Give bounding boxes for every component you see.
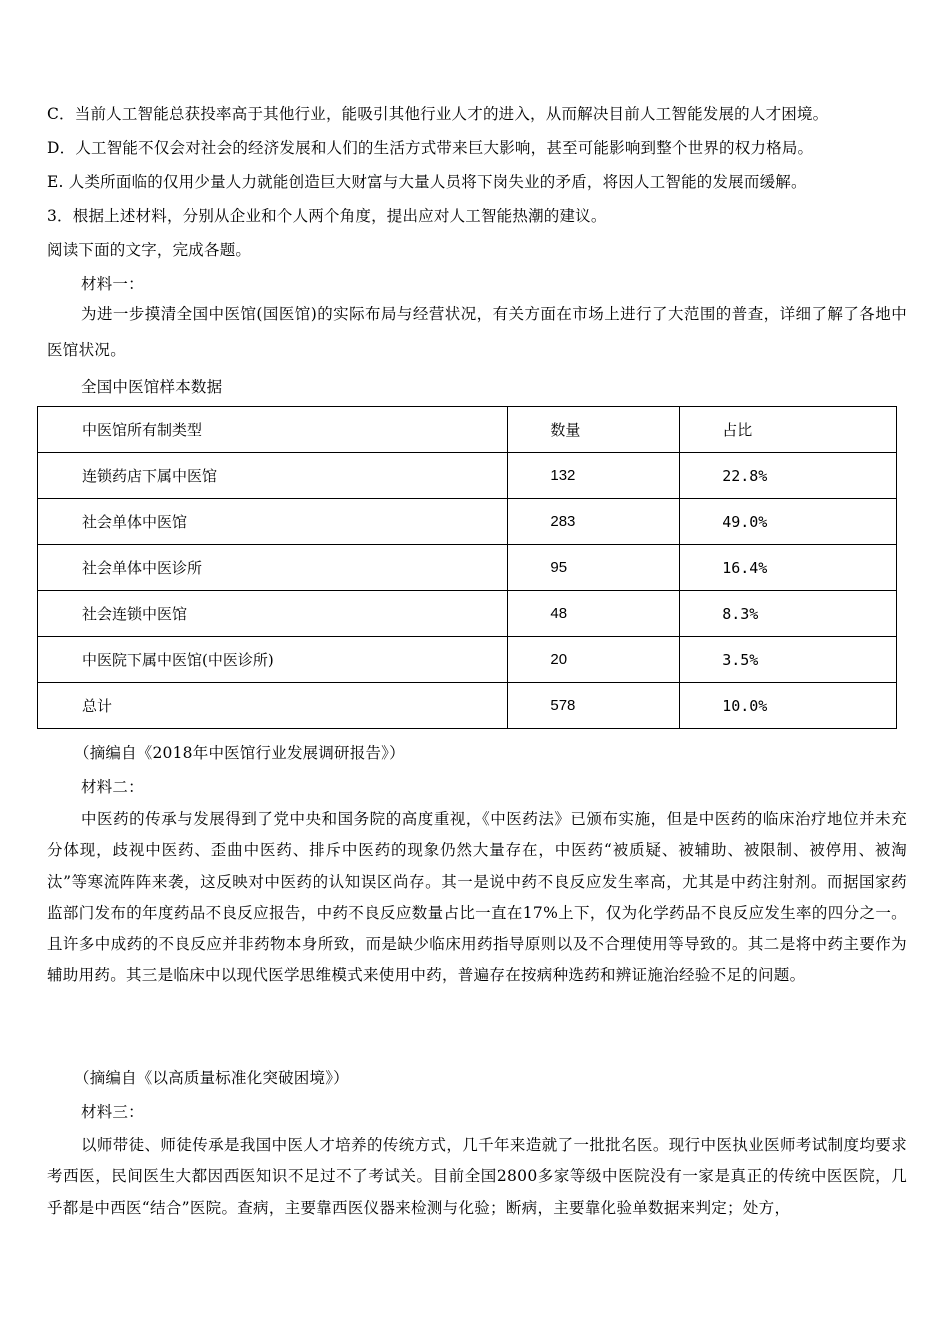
material-1-heading: 材料一： [81,275,144,293]
table-cell: 8.3% [680,591,897,637]
table-cell: 总计 [38,683,508,729]
table-cell: 连锁药店下属中医馆 [38,453,508,499]
table-cell: 3.5% [680,637,897,683]
material-1-text: 为进一步摸清全国中医馆(国医馆)的实际布局与经营状况，有关方面在市场上进行了大范围的普查，详细了解了各地中医馆状况。 [47,305,907,359]
table-cell: 中医院下属中医馆(中医诊所) [38,637,508,683]
table-cell: 社会单体中医馆 [38,499,508,545]
table-header-cell: 中医馆所有制类型 [38,407,508,453]
option-c: C．当前人工智能总获投率高于其他行业，能吸引其他行业人才的进入，从而解决目前人工智能发展的人才困境。 [47,105,829,123]
table-header-cell: 数量 [508,407,680,453]
table-cell: 10.0% [680,683,897,729]
table-row [38,591,897,637]
table-row [38,637,897,683]
table-row [38,499,897,545]
table-header-row [38,407,897,453]
table-header-cell: 占比 [680,407,897,453]
material-3-heading: 材料三： [81,1103,144,1121]
table-title: 全国中医馆样本数据 [81,378,223,396]
material-3-text: 以师带徒、师徒传承是我国中医人才培养的传统方式，几千年来造就了一批批名医。现行中医执业医师考试制度均要求考西医，民间医生大都因西医知识不足过不了考试关。目前全国2800多家等级中医院没有一家是真正的传统中医医院，几乎都是中西医“结合”医院。查病，主要靠西医仪器来检测与化验；断病，主要靠化验单数据来判定；处方， [47,1136,907,1217]
table-cell: 16.4% [680,545,897,591]
data-table [37,406,897,729]
table-cell: 578 [508,683,680,729]
table-cell: 20 [508,637,680,683]
table-row [38,683,897,729]
table-cell: 22.8% [680,453,897,499]
table-cell: 社会连锁中医馆 [38,591,508,637]
option-d: D．人工智能不仅会对社会的经济发展和人们的生活方式带来巨大影响，甚至可能影响到整个世界的权力格局。 [47,139,814,157]
table-cell: 社会单体中医诊所 [38,545,508,591]
table-cell: 48 [508,591,680,637]
reading-instruction: 阅读下面的文字，完成各题。 [47,241,252,259]
material-1-source: （摘编自《2018年中医馆行业发展调研报告》） [74,744,405,762]
material-2-source: （摘编自《以高质量标准化突破困境》） [74,1069,349,1087]
table-cell: 95 [508,545,680,591]
material-2-heading: 材料二： [81,778,144,796]
question-3: 3．根据上述材料，分别从企业和个人两个角度，提出应对人工智能热潮的建议。 [47,207,607,225]
table-row [38,453,897,499]
table-cell: 132 [508,453,680,499]
table-cell: 49.0% [680,499,897,545]
option-e: E. 人类所面临的仅用少量人力就能创造巨大财富与大量人员将下岗失业的矛盾，将因人工智能的发展而缓解。 [47,173,807,191]
material-2-text: 中医药的传承与发展得到了党中央和国务院的高度重视，《中医药法》已颁布实施，但是中医药的临床治疗地位并未充分体现，歧视中医药、歪曲中医药、排斥中医药的现象仍然大量存在，中医药“被质疑、被辅助、被限制、被停用、被淘汰”等寒流阵阵来袭，这反映对中医药的认知误区尚存。其一是说中药不良反应发生率高，尤其是中药注射剂。而据国家药监部门发布的年度药品不良反应报告，中药不良反应数量占比一直在17%上下，仅为化学药品不良反应发生率的四分之一。且许多中成药的不良反应并非药物本身所致，而是缺少临床用药指导原则以及不合理使用等导致的。其二是将中药主要作为辅助用药。其三是临床中以现代医学思维模式来使用中药，普遍存在按病种选药和辨证施治经验不足的问题。 [47,810,907,985]
table-row [38,545,897,591]
table-cell: 283 [508,499,680,545]
